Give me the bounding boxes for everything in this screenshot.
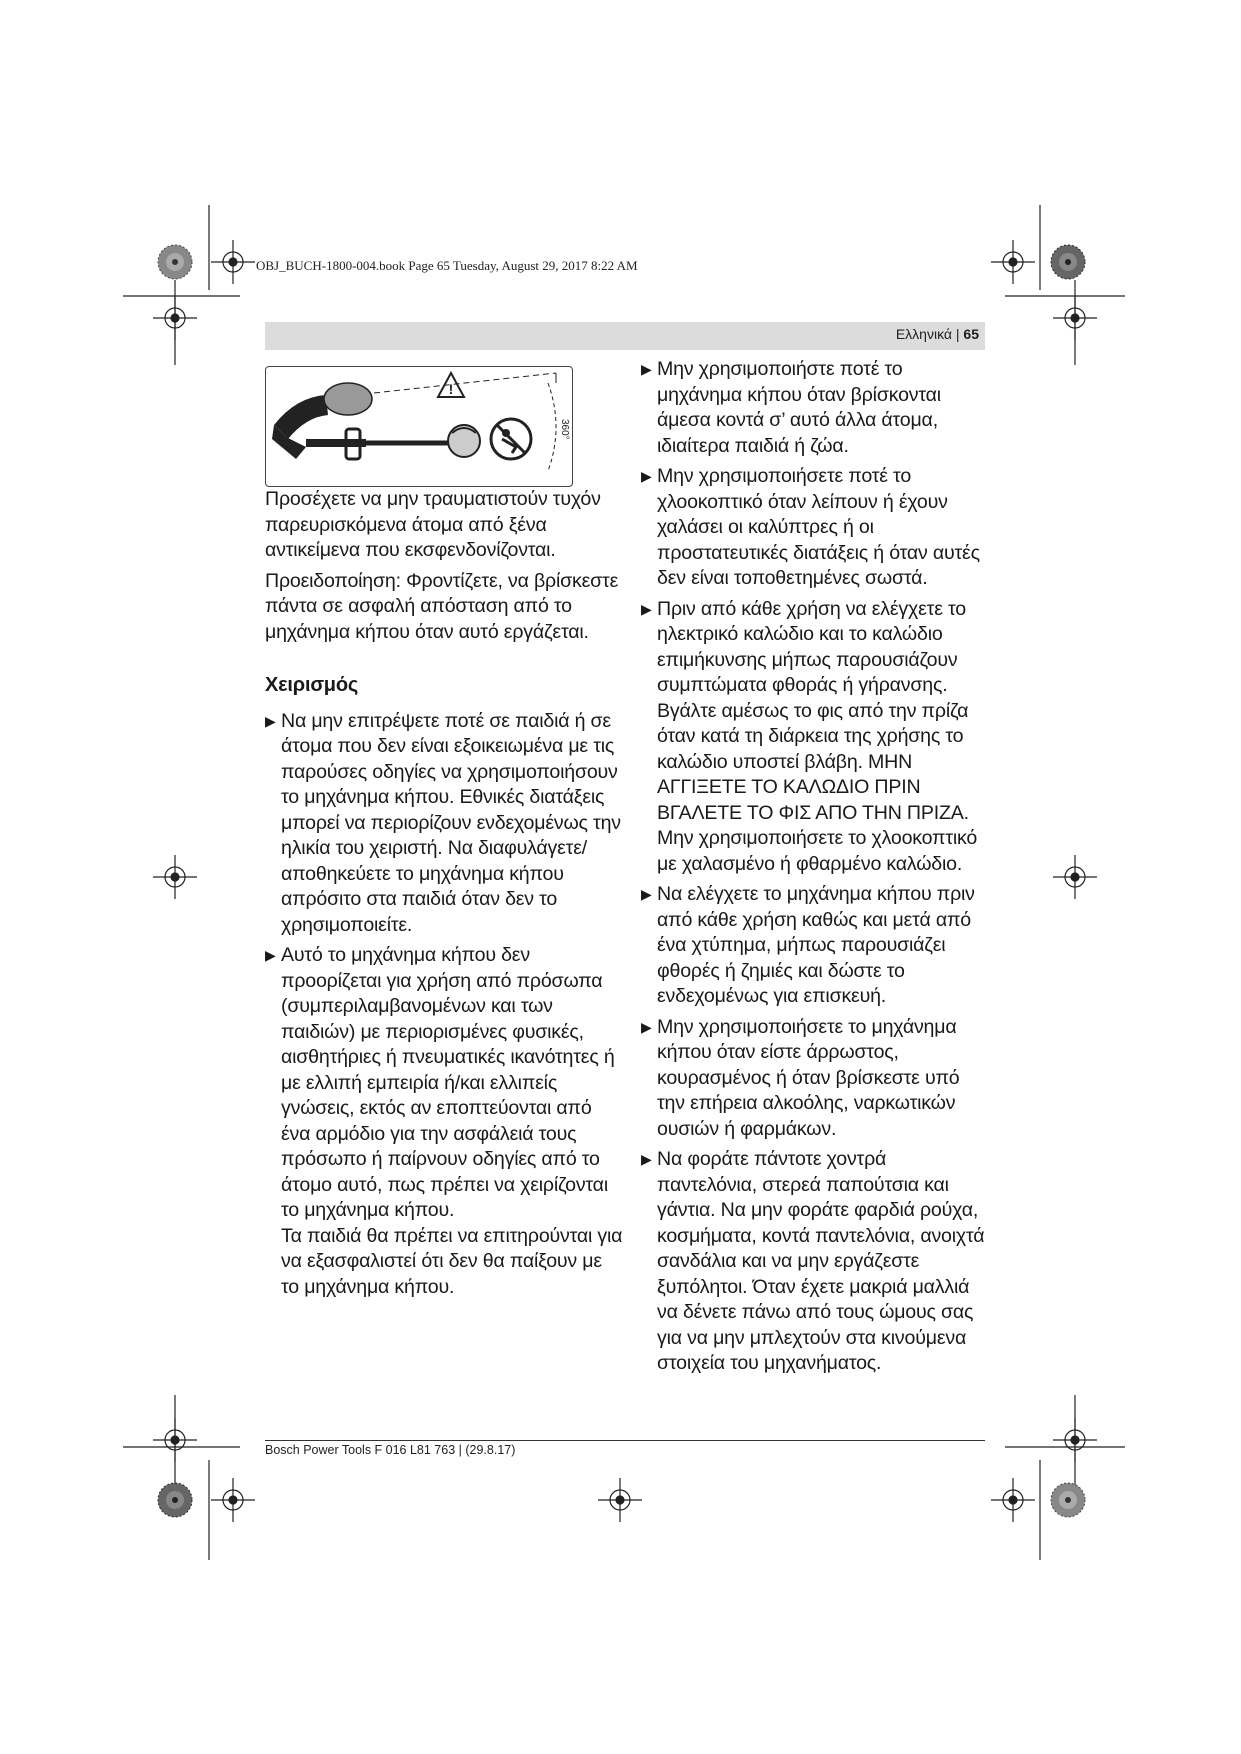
- operator-head: [324, 383, 372, 415]
- header-bar: [265, 322, 985, 350]
- list-item: [265, 943, 625, 1300]
- warning-paragraph: Προειδοποίηση: Φροντίζετε, να βρίσκεστε πάντα σε ασφαλή απόσταση από το μηχάνημα κήπου όταν αυτό εργάζεται.: [265, 569, 619, 643]
- list-item-text: Να μην επιτρέψετε ποτέ σε παιδιά ή σε άτομα που δεν είναι εξοικειωμένα με τις παρούσες οδηγίες να χρησιμοποιήσουν το μηχάνημα κήπου. Εθνικές διατάξεις μπορεί να περιορίζουν ενδεχομένως την ηλικία του χειριστή. Να διαφυλάγετε/αποθηκεύετε το μηχάνημα κήπου απρόσιτο στα παιδιά όταν δεν το χρησιμοποιείτε.: [281, 709, 621, 936]
- bullet-arrow-icon: ▶: [265, 947, 276, 963]
- svg-text:!: !: [448, 381, 454, 397]
- list-item: [641, 464, 986, 592]
- list-item: [641, 882, 986, 1010]
- list-item-text: Αυτό το μηχάνημα κήπου δεν προορίζεται για χρήση από πρόσωπα (συμπεριλαμβανομένων και των παιδιών) με περιορισμένες φυσικές, αισθητήριες ή πνευματικές ικανότητες ή με ελλιπή εμπειρία ή/και ελλιπείς γνώσεις, εκτός αν εποπτεύονται από ένα αρμόδιο για την ασφάλειά τους πρόσωπο ή παίρνουν οδηγίες από το άτομο αυτό, πως πρέπει να χειρίζονται το μηχάνημα κήπου. Τα παιδιά θα πρέπει να επιτηρούνται για να εξασφαλιστεί ότι δεν θα παίξουν με το μηχάνημα κήπου.: [281, 944, 623, 1298]
- list-item: [641, 1147, 986, 1377]
- bullet-arrow-icon: ▶: [641, 1151, 652, 1167]
- file-info: OBJ_BUCH-1800-004.book Page 65 Tuesday, August 29, 2017 8:22 AM: [256, 258, 638, 273]
- bullet-arrow-icon: ▶: [641, 468, 652, 484]
- list-item: [641, 1015, 986, 1143]
- running-header: Ελληνικά | 65: [895, 326, 979, 342]
- page-number: 65: [963, 326, 979, 342]
- list-item-text: Μην χρησιμοποιήσετε ποτέ το χλοοκοπτικό όταν λείπουν ή έχουν χαλάσει οι καλύπτρες ή οι προστατευτικές διατάξεις ή όταν αυτές δεν είναι τοποθετημένες σωστά.: [657, 465, 980, 589]
- list-item: [641, 357, 986, 459]
- list-item-text: Μην χρησιμοποιήσετε το μηχάνημα κήπου όταν είστε άρρωστος, κουρασμένος ή όταν βρίσκεστε υπό την επήρεια αλκοόλης, ναρκωτικών ουσιών ή φαρμάκων.: [657, 1015, 960, 1140]
- safety-illustration: [265, 366, 573, 487]
- trimmer-head: [448, 425, 480, 457]
- angle-label: 360°: [559, 419, 570, 440]
- footer-rule: [265, 1440, 985, 1441]
- list-item-text: Πριν από κάθε χρήση να ελέγχετε το ηλεκτρικό καλώδιο και το καλώδιο επιμήκυνσης μήπως παρουσιάζουν συμπτώματα φθοράς ή γήρανσης. Βγάλτε αμέσως το φις από την πρίζα όταν κατά τη διάρκεια της χρήσης το καλώδιο υποστεί βλάβη. ΜΗΝ ΑΓΓΙΞΕΤΕ ΤΟ ΚΑΛΩΔΙΟ ΠΡΙΝ ΒΓΑΛΕΤΕ ΤΟ ΦΙΣ ΑΠΟ ΤΗΝ ΠΡΙΖΑ. Μην χρησιμοποιήσετε το χλοοκοπτικό με χαλασμένο ή φθαρμένο καλώδιο.: [657, 597, 978, 875]
- footer: Bosch Power Tools F 016 L81 763 | (29.8.17): [265, 1443, 516, 1457]
- header-language: Ελληνικά: [895, 326, 952, 342]
- list-item: [265, 709, 625, 939]
- list-item-text: Να φοράτε πάντοτε χοντρά παντελόνια, στερεά παπούτσια και γάντια. Να μην φοράτε φαρδιά ρούχα, κοσμήματα, κοντά παντελόνια, ανοιχτά σανδάλια και να μην εργάζεστε ξυπόλητοι. Όταν έχετε μακριά μαλλιά να δένετε πάνω από τους ώμους σας για να μην μπλεχτούν στα κινούμενα στοιχεία του μηχανήματος.: [657, 1148, 985, 1374]
- bullet-arrow-icon: ▶: [641, 600, 652, 617]
- list-item-text: Να ελέγχετε το μηχάνημα κήπου πριν από κάθε χρήση καθώς και μετά από ένα χτύπημα, μήπως παρουσιάζει φθορές ή ζημιές και δώστε το ενδεχομένως για επισκευή.: [657, 883, 975, 1007]
- left-column: [265, 487, 625, 1305]
- bullet-arrow-icon: ▶: [641, 361, 652, 377]
- bullet-arrow-icon: ▶: [641, 886, 652, 902]
- list-item-text: Μην χρησιμοποιήστε ποτέ το μηχάνημα κήπου όταν βρίσκονται άμεσα κοντά σ’ αυτό άλλα άτομα, ιδιαίτερα παιδιά ή ζώα.: [657, 358, 941, 457]
- intro-paragraph: Προσέχετε να μην τραυματιστούν τυχόν παρευρισκόμενα άτομα από ξένα αντικείμενα που εκσφενδονίζονται.: [265, 488, 601, 561]
- section-heading: Χειρισμός: [265, 674, 359, 696]
- trimmer-operator-figure: [266, 367, 572, 486]
- bullet-arrow-icon: ▶: [265, 712, 276, 729]
- right-column: [641, 357, 986, 1382]
- list-item: [641, 597, 986, 878]
- bullet-arrow-icon: ▶: [641, 1018, 652, 1035]
